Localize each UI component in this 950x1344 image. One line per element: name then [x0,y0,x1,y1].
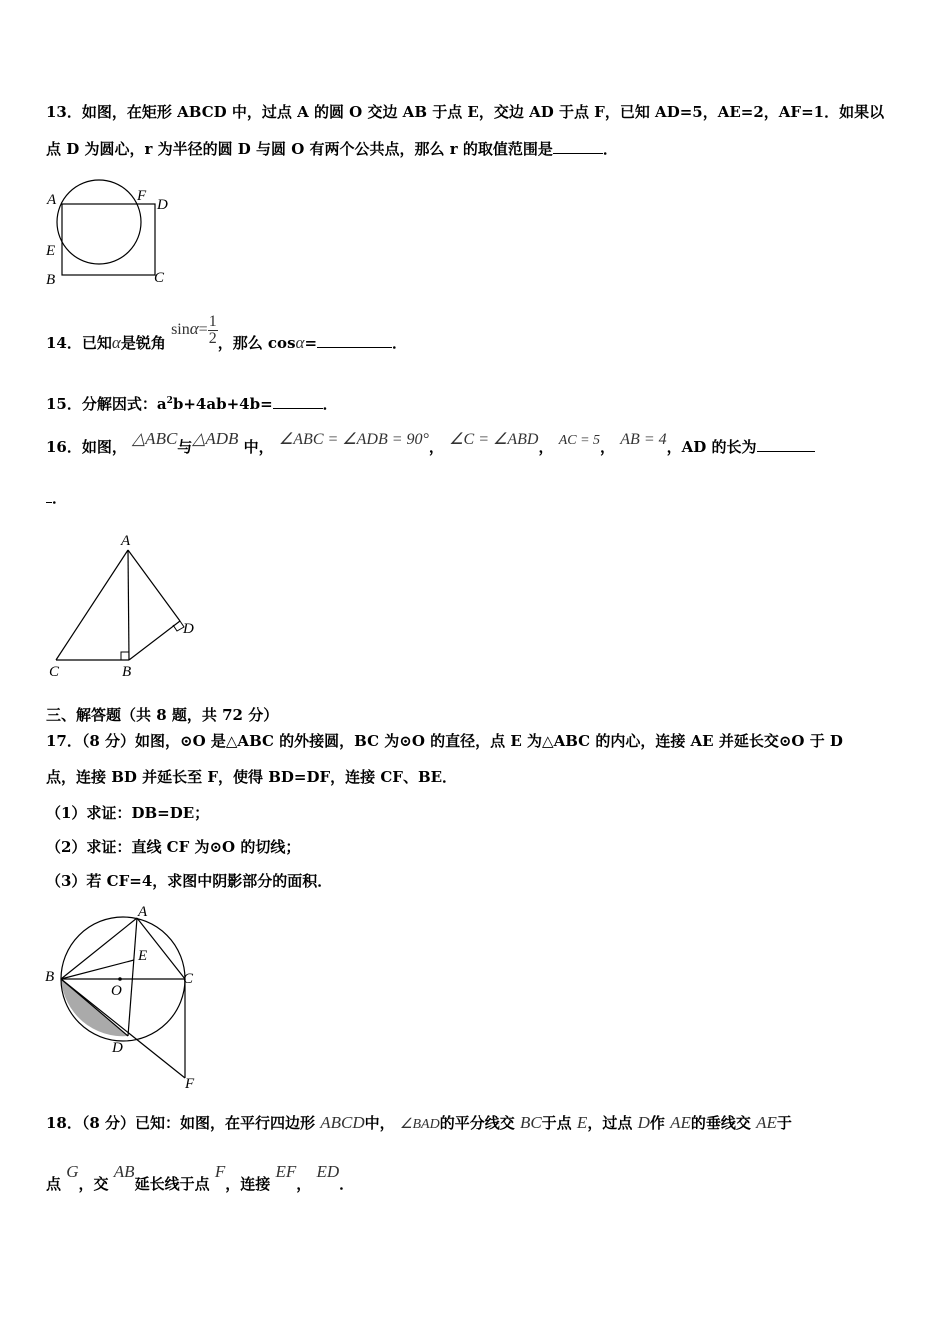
q16-answer-blank[interactable] [757,437,815,452]
label-D: D [183,621,194,637]
q16-tail: ，AD 的长为 [666,438,757,456]
label-B: B [45,969,55,985]
q18-abcd: ABCD [320,1113,365,1132]
q16-comma3: ， [600,438,616,456]
q18-l2-c: 延长线于点 [134,1175,210,1193]
circle-o [57,180,141,264]
label-B: B [122,664,132,680]
q16-tri1: △ABC [132,429,178,448]
q18-bad: ∠BAD [399,1117,440,1132]
q16-yu: 与 [177,438,193,456]
q13-line2-end: ． [602,140,618,158]
segment-ac [56,550,128,660]
q13-figure [40,178,180,290]
q18-l1-g: 的垂线交 [690,1114,751,1132]
q14-line [46,312,910,361]
q16-angle-eq: ∠ABC = ∠ADB = 90° [278,431,429,448]
segment-bf [61,979,185,1078]
label-A: A [121,533,131,549]
q18-g: G [66,1162,79,1181]
q18-l1-c: 的平分线交 [439,1114,515,1132]
q14-alpha3: α [295,333,305,352]
label-O: O [111,983,122,999]
q14-eq2: = [304,334,318,352]
q14-eq: = [198,321,208,338]
label-E: E [46,243,56,259]
label-A: A [47,192,57,208]
label-A: A [138,904,148,920]
q18-l2-f: ． [339,1175,355,1193]
label-C: C [154,270,165,286]
label-D: D [112,1040,123,1056]
q18-ae2: AE [756,1113,777,1132]
label-C: C [183,971,194,987]
q14-alpha: α [111,333,121,352]
q17-part1: （1）求证：DB=DE； [46,804,210,822]
q16-tri2: △ADB [192,429,239,448]
q18-d: D [637,1113,650,1132]
q15-sup: 2 [166,396,173,406]
q14-mid: 是锐角 [120,334,166,352]
q18-l1-a: 18．（8 分）已知：如图，在平行四边形 [46,1114,316,1132]
section-title: 三、解答题（共 8 题，共 72 分） [46,706,279,724]
q16-line2-end: ． [52,489,68,507]
q18-l2-a: 点 [46,1175,62,1193]
q16-angle-c: ∠C = ∠ABD [449,431,539,448]
q16-ac: AC = 5 [558,433,601,448]
q17-part2: （2）求证：直线 CF 为⊙O 的切线； [46,838,301,856]
label-B: B [46,272,56,288]
label-F: F [185,1076,195,1092]
right-angle-b [121,652,129,660]
q18-f: F [214,1162,226,1181]
label-C: C [49,664,60,680]
segment-bd [129,621,180,660]
q13-line2-text: 点 D 为圆心，r 为半径的圆 D 与圆 O 有两个公共点，那么 r 的取值范围是 [46,140,553,158]
q18-ef: EF [275,1162,297,1181]
q16-line2 [46,488,910,508]
q18-l2-e: ， [296,1175,312,1193]
q14-sin: sin [171,321,190,338]
q13-line2 [46,139,910,159]
q18-e: E [576,1113,588,1132]
q14-alpha2: α [189,319,199,338]
q18-ed: ED [316,1162,340,1181]
segment-ad [128,550,180,621]
q14-after: ，那么 cos [217,334,296,352]
q14-answer-blank[interactable] [317,333,392,348]
q14-den: 2 [208,329,217,347]
q17-figure [40,902,220,1094]
q17-line1: 17．（8 分）如图，⊙O 是△ABC 的外接圆，BC 为⊙O 的直径，点 E 为△ABC 的内心，连接 AE 并延长交⊙O 于 D [46,732,843,750]
q18-l1-b: 中， [364,1114,395,1132]
q14-prefix: 14．已知 [46,334,112,352]
center-point-o [118,977,122,981]
q18-l2-d: ，连接 [225,1175,271,1193]
label-F: F [137,188,147,204]
segment-ad [128,918,137,1036]
q18-ab: AB [113,1162,135,1181]
q18-ae: AE [670,1113,691,1132]
q14-fraction [208,314,218,347]
q16-ab: AB = 4 [620,431,667,448]
q15-end: ． [322,395,338,413]
q16-line1 [46,430,910,464]
q14-end: ． [392,334,408,352]
q15-text-post: b+4ab+4b= [172,395,273,413]
q14-num: 1 [208,312,217,330]
segment-ab [128,550,129,660]
q17-part3: （3）若 CF=4，求图中阴影部分的面积． [46,872,333,890]
rectangle-abcd [62,204,155,275]
q18-l2-b: ，交 [78,1175,109,1193]
segment-ab [61,918,137,979]
q15-answer-blank[interactable] [273,394,323,409]
q16-prefix: 16．如图， [46,438,127,456]
q17-line2: 点，连接 BD 并延长至 F，使得 BD=DF，连接 CF、BE． [46,768,458,786]
q15-line [46,391,910,414]
label-E: E [138,948,148,964]
q13-line1: 13．如图，在矩形 ABCD 中，过点 A 的圆 O 交边 AB 于点 E，交边 AD 于点 F，已知 AD=5，AE=2，AF=1．如果以 [46,103,885,121]
q16-comma2: ， [538,438,554,456]
q16-figure [40,528,210,684]
q18-l1-d: 于点 [541,1114,572,1132]
q18-line2 [46,1164,910,1196]
q18-bc: BC [519,1113,542,1132]
q16-zhong: 中， [243,438,274,456]
q13-answer-blank[interactable] [553,139,603,154]
q18-line1 [46,1113,910,1135]
q15-text-pre: 15．分解因式：a [46,395,167,413]
label-D: D [157,197,168,213]
q18-l1-h: 于 [776,1114,792,1132]
q16-comma1: ， [428,438,444,456]
q18-l1-e: ，过点 [587,1114,633,1132]
q18-l1-f: 作 [649,1114,665,1132]
